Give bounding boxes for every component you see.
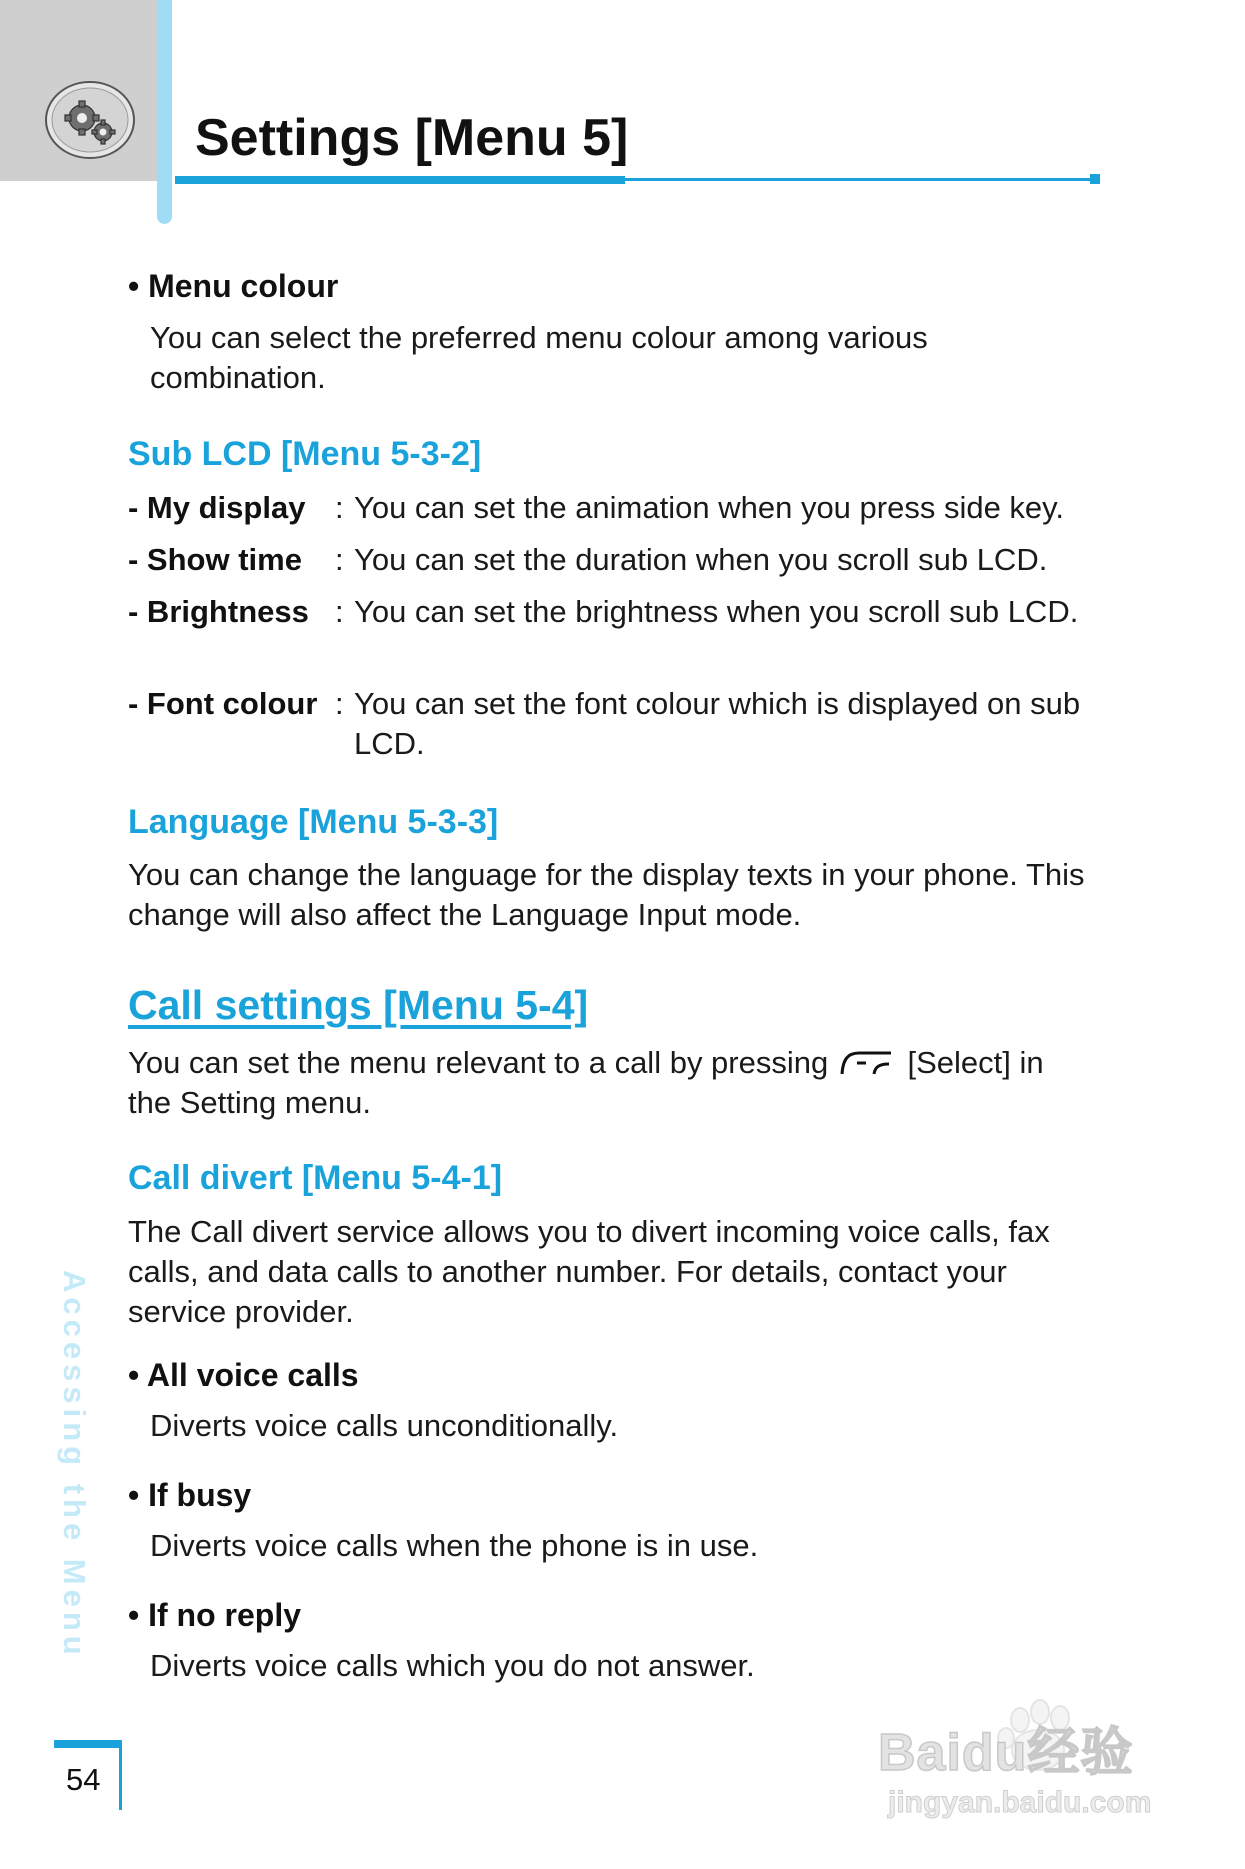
divert-option-title: • All voice calls (128, 1357, 359, 1393)
title-rule-end-marker (1090, 174, 1100, 184)
call-settings-body-end: [Select] in the Setting menu. (128, 1045, 1044, 1120)
call-settings-body-start: You can set the menu relevant to a call by pressing (128, 1045, 829, 1080)
divert-option-title: • If no reply (128, 1597, 301, 1633)
colon-separator: : (335, 542, 344, 577)
colon-separator: : (335, 686, 344, 721)
page-number: 54 (66, 1762, 101, 1797)
sub-lcd-desc: You can set the brightness when you scroll sub LCD. (354, 594, 1079, 629)
header-accent-bar (157, 0, 172, 224)
sub-lcd-desc: You can set the duration when you scroll sub LCD. (354, 542, 1048, 577)
sub-lcd-term: - Font colour (128, 686, 318, 721)
colon-separator: : (335, 594, 344, 629)
call-divert-heading: Call divert [Menu 5-4-1] (128, 1159, 503, 1197)
sub-lcd-heading: Sub LCD [Menu 5-3-2] (128, 435, 482, 473)
menu-colour-body: You can select the preferred menu colour among various combination. (150, 320, 928, 395)
call-divert-body: The Call divert service allows you to divert incoming voice calls, fax calls, and data calls to another number. For details, contact your service provider. (128, 1214, 1050, 1329)
title-rule (625, 178, 1090, 181)
divert-option-desc: Diverts voice calls which you do not answer. (150, 1648, 755, 1683)
sub-lcd-term: - My display (128, 490, 306, 525)
divert-option-title: • If busy (128, 1477, 252, 1513)
watermark-url: jingyan.baidu.com (888, 1786, 1152, 1819)
call-settings-body (128, 1043, 1088, 1123)
page-title: Settings [Menu 5] (195, 109, 629, 167)
gears-icon (44, 80, 138, 162)
title-underline (175, 176, 625, 184)
sub-lcd-term: - Show time (128, 542, 302, 577)
language-body: You can change the language for the display texts in your phone. This change will also affect the Language Input mode. (128, 857, 1085, 932)
sub-lcd-term: - Brightness (128, 594, 309, 629)
divert-option-desc: Diverts voice calls when the phone is in use. (150, 1528, 759, 1563)
divert-option-desc: Diverts voice calls unconditionally. (150, 1408, 619, 1443)
side-section-label: Accessing the Menu (57, 1270, 92, 1660)
sub-lcd-desc: You can set the animation when you press side key. (354, 490, 1064, 525)
left-soft-key-icon (839, 1047, 893, 1077)
page-number-rule (119, 1748, 122, 1810)
call-settings-heading: Call settings [Menu 5-4] (128, 982, 589, 1028)
colon-separator: : (335, 490, 344, 525)
language-heading: Language [Menu 5-3-3] (128, 803, 499, 841)
watermark-brand: Baidu经验 (878, 1724, 1134, 1782)
page-number-bar (54, 1740, 122, 1748)
menu-colour-title: • Menu colour (128, 268, 339, 304)
sub-lcd-desc: You can set the font colour which is displayed on sub LCD. (354, 686, 1081, 761)
